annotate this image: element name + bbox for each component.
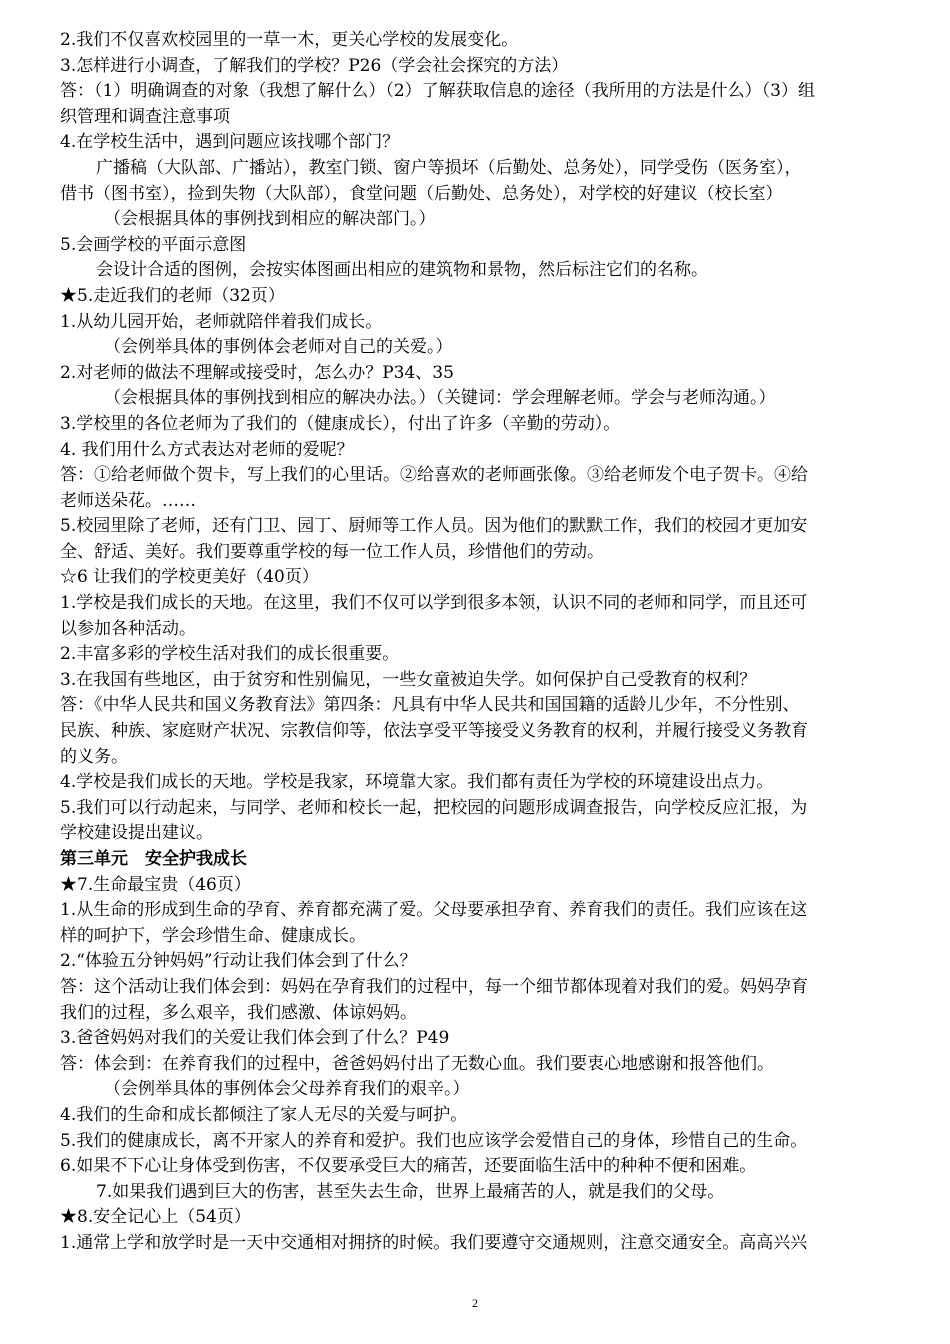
text-line: 借书（图书室），捡到失物（大队部），食堂问题（后勤处、总务处），对学校的好建议（校长室） bbox=[60, 183, 783, 204]
text-line: 5.会画学校的平面示意图 bbox=[60, 234, 247, 255]
text-line: 1.通常上学和放学时是一天中交通相对拥挤的时候。我们要遵守交通规则，注意交通安全。高高兴兴 bbox=[60, 1232, 808, 1253]
text-line: 以参加各种活动。 bbox=[60, 618, 196, 639]
page-number: 2 bbox=[472, 1296, 478, 1310]
text-line: 4.我们的生命和成长都倾注了家人无尽的关爱与呵护。 bbox=[60, 1104, 468, 1125]
text-line: 织管理和调查注意事项 bbox=[60, 106, 230, 127]
text-line: 4. 我们用什么方式表达对老师的爱呢？ bbox=[60, 439, 354, 460]
text-line: 2.“体验五分钟妈妈”行动让我们体会到了什么？ bbox=[60, 951, 417, 972]
text-line: 答：①给老师做个贺卡，写上我们的心里话。②给喜欢的老师画张像。③给老师发个电子贺卡。④给 bbox=[60, 465, 808, 486]
section-heading: ★8.安全记心上（54页） bbox=[60, 1207, 251, 1228]
text-line: 4.在学校生活中，遇到问题应该找哪个部门？ bbox=[60, 132, 400, 153]
text-line: 广播稿（大队部、广播站），教室门锁、窗户等损坏（后勤处、总务处），同学受伤（医务室）， bbox=[96, 157, 802, 178]
text-line: 6.如果不下心让身体受到伤害，不仅要承受巨大的痛苦，还要面临生活中的种种不便和困难。 bbox=[60, 1156, 757, 1177]
text-line: 5.我们的健康成长，离不开家人的养育和爱护。我们也应该学会爱惜自己的身体，珍惜自己的生命。 bbox=[60, 1130, 808, 1151]
text-line: 会设计合适的图例，会按实体图画出相应的建筑物和景物，然后标注它们的名称。 bbox=[96, 260, 708, 281]
section-heading: ★5.走近我们的老师（32页） bbox=[60, 285, 285, 306]
text-line: 1.学校是我们成长的天地。在这里，我们不仅可以学到很多本领，认识不同的老师和同学，而且还可 bbox=[60, 593, 808, 614]
text-line: 5.校园里除了老师，还有门卫、园丁、厨师等工作人员。因为他们的默默工作，我们的校园才更加安 bbox=[60, 516, 808, 537]
text-line: 答：这个活动让我们体会到：妈妈在孕育我们的过程中，每一个细节都体现着对我们的爱。妈妈孕育 bbox=[60, 976, 808, 997]
text-line: 1.从幼儿园开始，老师就陪伴着我们成长。 bbox=[60, 311, 383, 332]
text-line: 的义务。 bbox=[60, 746, 128, 767]
text-line: 民族、种族、家庭财产状况、宗教信仰等，依法享受平等接受义务教育的权利，并履行接受义务教育 bbox=[60, 721, 808, 742]
section-heading: ★7.生命最宝贵（46页） bbox=[60, 874, 251, 895]
text-line: 3.怎样进行小调查，了解我们的学校？P26（学会社会探究的方法） bbox=[60, 55, 569, 76]
text-line: （会根据具体的事例找到相应的解决部门。） bbox=[104, 209, 436, 230]
text-line: 3.爸爸妈妈对我们的关爱让我们体会到了什么？P49 bbox=[60, 1028, 450, 1049]
text-line: 我们的过程，多么艰辛，我们感激、体谅妈妈。 bbox=[60, 1002, 417, 1023]
text-line: 答：（1）明确调查的对象（我想了解什么）（2）了解获取信息的途径（我所用的方法是什么）（3）组 bbox=[60, 81, 815, 102]
document-body bbox=[60, 28, 902, 1257]
text-line: 答：体会到：在养育我们的过程中，爸爸妈妈付出了无数心血。我们要衷心地感谢和报答他们。 bbox=[60, 1053, 774, 1074]
section-heading: ☆6 让我们的学校更美好（40页） bbox=[60, 567, 319, 588]
text-line: 老师送朵花。…… bbox=[60, 490, 196, 511]
text-line: 2.对老师的做法不理解或接受时，怎么办？P34、35 bbox=[60, 362, 454, 383]
unit-heading: 第三单元 安全护我成长 bbox=[60, 849, 247, 869]
text-line: （会根据具体的事例找到相应的解决办法。）（关键词：学会理解老师。学会与老师沟通。） bbox=[104, 388, 776, 409]
text-line: 3.在我国有些地区，由于贫穷和性别偏见，一些女童被迫失学。如何保护自己受教育的权利？ bbox=[60, 669, 757, 690]
text-line: 3.学校里的各位老师为了我们的（健康成长），付出了许多（辛勤的劳动）。 bbox=[60, 413, 621, 434]
text-line: 2.丰富多彩的学校生活对我们的成长很重要。 bbox=[60, 644, 400, 665]
text-line: （会例举具体的事例体会父母养育我们的艰辛。） bbox=[104, 1079, 470, 1100]
text-line: 2.我们不仅喜欢校园里的一草一木，更关心学校的发展变化。 bbox=[60, 30, 519, 50]
text-line: 样的呵护下，学会珍惜生命、健康成长。 bbox=[60, 925, 366, 946]
text-line: 5.我们可以行动起来，与同学、老师和校长一起，把校园的问题形成调查报告，向学校反应汇报，为 bbox=[60, 797, 808, 818]
text-line: 学校建设提出建议。 bbox=[60, 823, 213, 844]
text-line: 1.从生命的形成到生命的孕育、养育都充满了爱。父母要承担孕育、养育我们的责任。我们应该在这 bbox=[60, 900, 808, 921]
text-line: 全、舒适、美好。我们要尊重学校的每一位工作人员，珍惜他们的劳动。 bbox=[60, 541, 604, 562]
text-line: 答：《中华人民共和国义务教育法》第四条：凡具有中华人民共和国国籍的适龄儿少年，不分性别、 bbox=[60, 695, 800, 716]
text-line: （会例举具体的事例体会老师对自己的关爱。） bbox=[104, 337, 453, 358]
text-line: 7.如果我们遇到巨大的伤害，甚至失去生命，世界上最痛苦的人，就是我们的父母。 bbox=[96, 1181, 725, 1202]
text-line: 4.学校是我们成长的天地。学校是我家，环境靠大家。我们都有责任为学校的环境建设出点力。 bbox=[60, 772, 774, 793]
